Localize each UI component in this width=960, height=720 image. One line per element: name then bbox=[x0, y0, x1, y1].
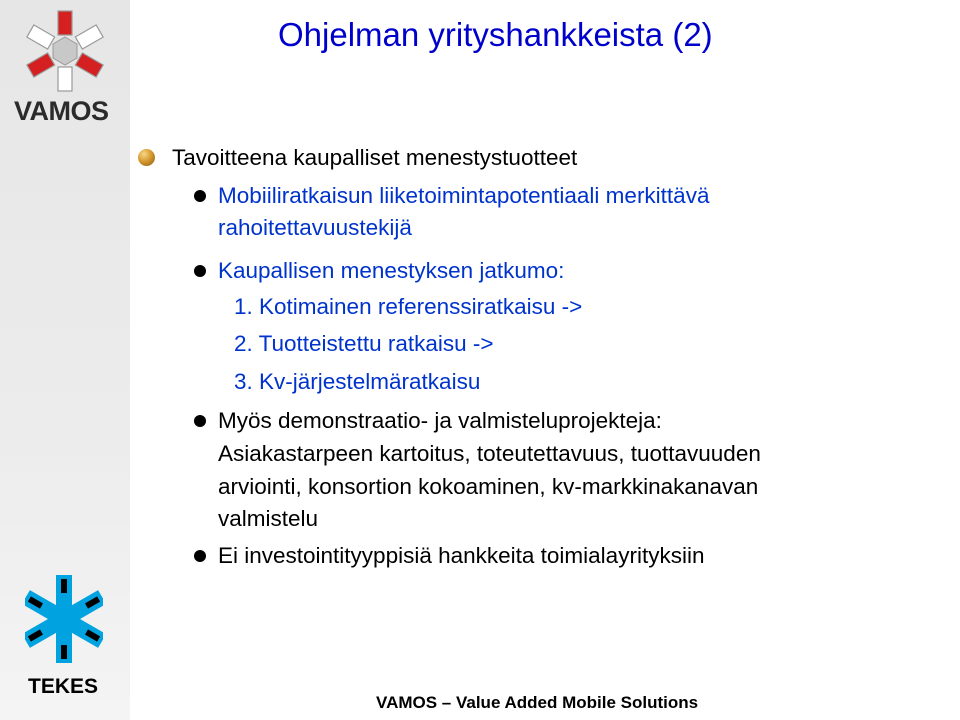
bullet-1-line-1: Mobiiliratkaisun liiketoimintapotentiaali merkittävä bbox=[218, 183, 710, 208]
bullet-3-line-2: Asiakastarpeen kartoitus, toteutettavuus, tuottavuuden bbox=[218, 441, 761, 466]
tekes-logo-text: TEKES bbox=[28, 675, 99, 698]
numbered-item-2: 2. Tuotteistettu ratkaisu -> bbox=[234, 331, 494, 356]
bullet-3-line-3: arviointi, konsortion kokoaminen, kv-markkinakanavan bbox=[218, 474, 759, 499]
bullet-dot-icon bbox=[194, 415, 206, 427]
bullet-2-line-1: Kaupallisen menestyksen jatkumo: bbox=[218, 258, 565, 283]
bullet-dot-icon bbox=[194, 550, 206, 562]
numbered-item-3: 3. Kv-järjestelmäratkaisu bbox=[234, 369, 481, 394]
bullet-1-line-2: rahoitettavuustekijä bbox=[218, 215, 412, 240]
slide-footer: VAMOS – Value Added Mobile Solutions bbox=[376, 693, 699, 712]
bullet-dot-icon bbox=[194, 190, 206, 202]
bullet-dot-icon bbox=[194, 265, 206, 277]
vamos-logo-text: VAMOS bbox=[14, 96, 109, 126]
bullet-3-line-4: valmistelu bbox=[218, 506, 319, 531]
numbered-item-1: 1. Kotimainen referenssiratkaisu -> bbox=[234, 294, 583, 319]
slide-title: Ohjelman yrityshankkeista (2) bbox=[278, 16, 713, 53]
bullet-3-line-1: Myös demonstraatio- ja valmisteluprojekteja: bbox=[218, 408, 662, 433]
main-heading: Tavoitteena kaupalliset menestystuotteet bbox=[172, 145, 578, 170]
bullet-4-line-1: Ei investointityyppisiä hankkeita toimialayrityksiin bbox=[218, 543, 705, 568]
gold-bullet-icon bbox=[138, 149, 155, 166]
